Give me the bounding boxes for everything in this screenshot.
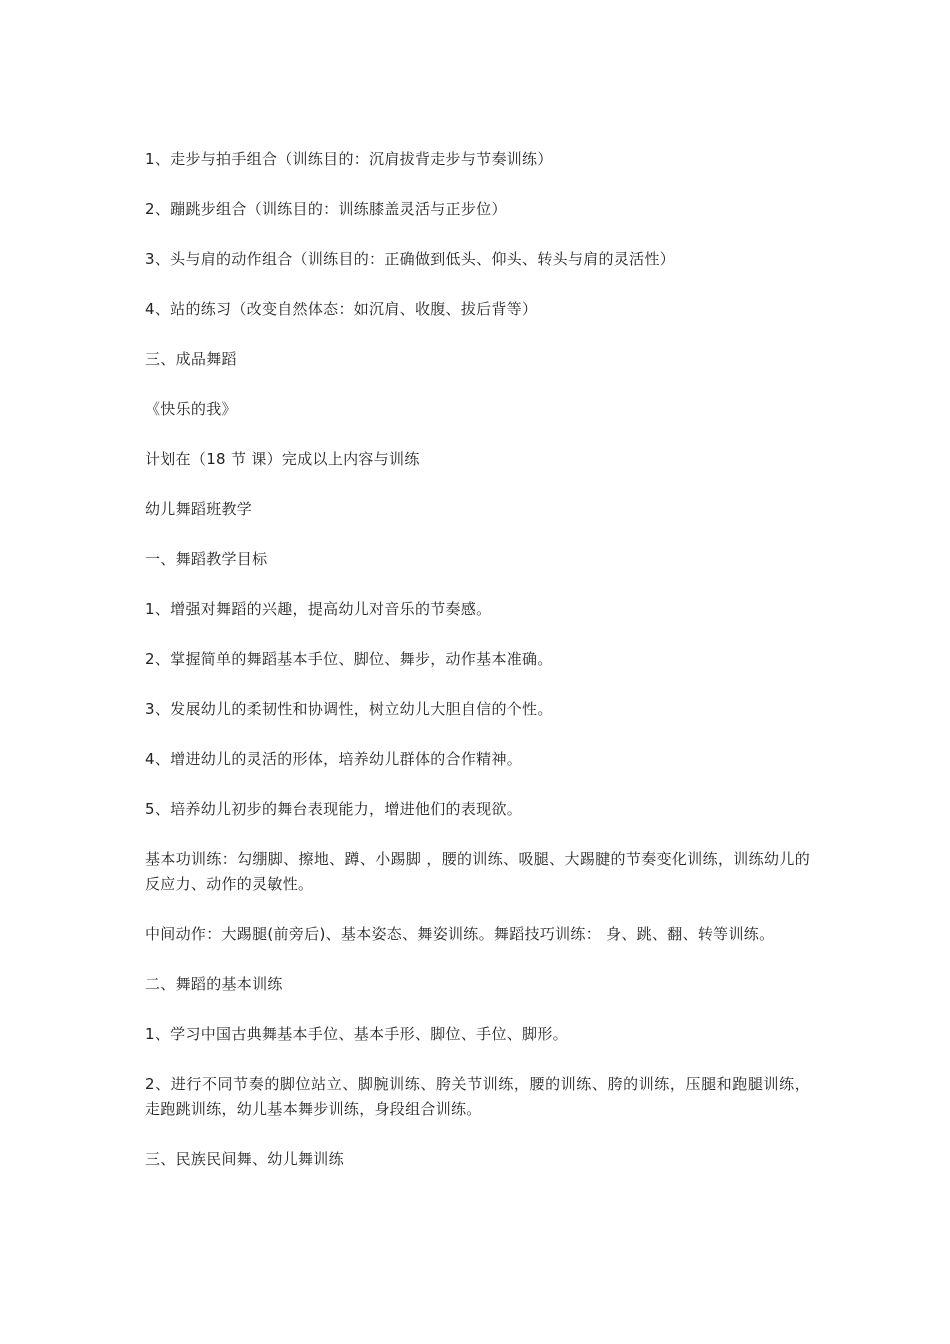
goal-item-4: 4、增进幼儿的灵活的形体，培养幼儿群体的合作精神。 — [145, 750, 523, 768]
goal-item-3: 3、发展幼儿的柔韧性和协调性，树立幼儿大胆自信的个性。 — [145, 700, 553, 718]
list-item-head-shoulder-combo: 3、头与肩的动作组合（训练目的：正确做到低头、仰头、转头与肩的灵活性） — [145, 250, 676, 268]
goal-item-1: 1、增强对舞蹈的兴趣，提高幼儿对音乐的节奏感。 — [145, 600, 492, 618]
middle-moves-paragraph: 中间动作：大踢腿(前旁后)、基本姿态、舞姿训练。舞蹈技巧训练： 身、跳、翻、转等训练。 — [145, 925, 775, 943]
document-title: 幼儿舞蹈班教学 — [145, 500, 253, 518]
dance-title: 《快乐的我》 — [145, 400, 237, 418]
goal-item-2: 2、掌握简单的舞蹈基本手位、脚位、舞步，动作基本准确。 — [145, 650, 553, 668]
list-item-standing-practice: 4、站的练习（改变自然体态：如沉肩、收腹、拔后背等） — [145, 300, 538, 318]
goal-item-5: 5、培养幼儿初步的舞台表现能力，增进他们的表现欲。 — [145, 800, 523, 818]
training-item-2: 2、进行不同节奏的脚位站立、脚腕训练、胯关节训练，腰的训练、胯的训练，压腿和跑腿训练，走跑跳训练，幼儿基本舞步训练，身段组合训练。 — [145, 1075, 810, 1118]
training-item-1: 1、学习中国古典舞基本手位、基本手形、脚位、手位、脚形。 — [145, 1025, 568, 1043]
lesson-plan-note: 计划在（18 节 课）完成以上内容与训练 — [145, 450, 420, 468]
list-item-hop-step-combo: 2、蹦跳步组合（训练目的：训练膝盖灵活与正步位） — [145, 200, 507, 218]
section-heading-finished-dance: 三、成品舞蹈 — [145, 350, 237, 368]
basic-skills-paragraph: 基本功训练：勾绷脚、擦地、蹲、小踢脚 ，腰的训练、吸腿、大踢腱的节奏变化训练，训练幼儿的反应力、动作的灵敏性。 — [145, 850, 810, 893]
document-body — [145, 147, 810, 1197]
section-heading-basic-training: 二、舞蹈的基本训练 — [145, 975, 283, 993]
section-heading-folk-dance: 三、民族民间舞、幼儿舞训练 — [145, 1150, 344, 1168]
list-item-walk-clap-combo: 1、走步与拍手组合（训练目的：沉肩拔背走步与节奏训练） — [145, 150, 553, 168]
section-heading-teaching-goals: 一、舞蹈教学目标 — [145, 550, 268, 568]
